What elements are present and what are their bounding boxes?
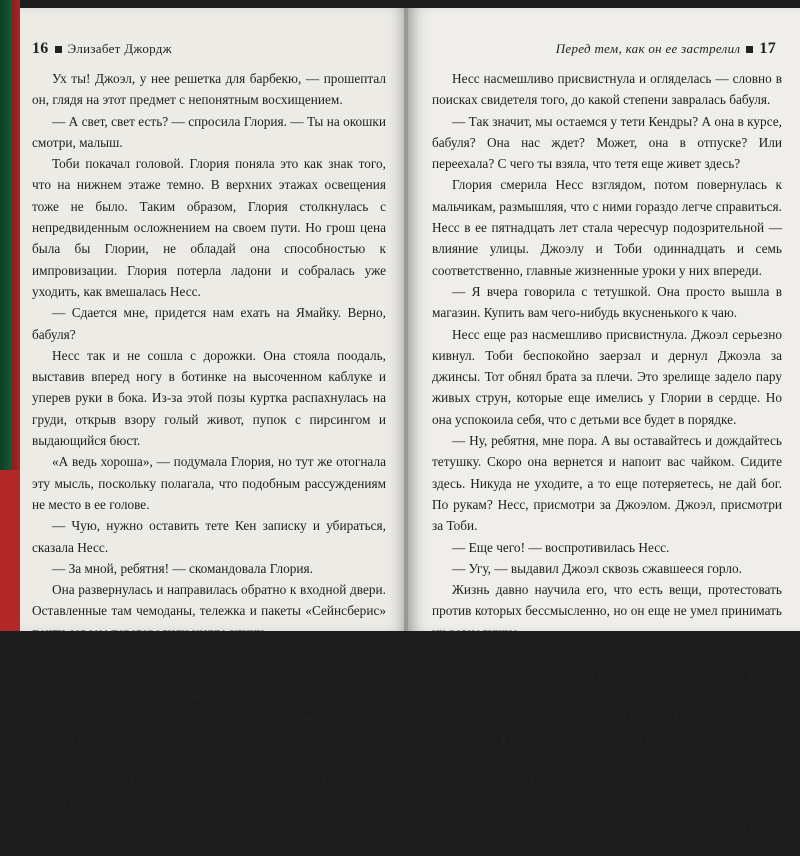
paragraph: Ух ты! Джоэл, у нее решетка для барбекю, — прошептал он, глядя на этот предмет с непонятным восхищением. (32, 71, 386, 108)
paragraph: — Ну, ребятня, мне пора. А вы оставайтесь и дождайтесь тетушку. Скоро она вернется и напоит вас чайком. Сидите здесь. Никуда не уходите, а то еще потеряетесь, не дай бог. По рукам? Несс, присмотри за Джоэлом. Джоэл, присмотри за Тоби. (432, 433, 782, 534)
left-running-head (32, 40, 172, 58)
paragraph: Тоби покачал головой. Глория поняла это как знак того, что на нижнем этаже темно. В верхних этажах освещения тоже не было. Таким образом, Глория столкнулась с непредвиденным осложнением на своем пути. Но грош цена была бы Глории, не обладай она способностью к импровизации. Глория потерла ладони и собралась уже уходить, как вмешалась Несс. (32, 156, 386, 299)
paragraph: Несс еще раз насмешливо присвистнула. Джоэл серьезно кивнул. Тоби беспокойно заерзал и дернул Джоэла за джинсы. Тот обнял брата за плечи. Это зрелище задело пару живых струн, которые еще имелись у Глории в сердце. Но она успокоила себя, что с детьми все будет в порядке. (432, 326, 782, 427)
paragraph: — Чую, нужно оставить тете Кен записку и убираться, сказала Несс. (32, 518, 386, 555)
paragraph: Несс так и не сошла с дорожки. Она стояла поодаль, выставив вперед ногу в ботинке на высоченном каблуке и уперев руки в бока. Из-за этой позы куртка распахнулась на груди, открыв взору голый живот, пупок с пирсингом и выдающийся бюст. (32, 347, 386, 449)
paragraph: — За мной, ребятня! — скомандовала Глория. (52, 560, 313, 576)
paragraph: — Хочу поговорить там для вас все, что буду. А для этого требуется время. Поэтому сначала я одна поеду на Й-май-ку, а потом пришлю за вами. Когда все обустрою. (32, 752, 386, 811)
book-title: Перед тем, как он ее застрелил (555, 41, 741, 56)
author-name: Элизабет Джордж (67, 41, 172, 56)
paragraph: — Еще чего! — воспротивилась Несс. (452, 539, 670, 555)
square-bullet-icon (55, 46, 62, 53)
paragraph: — Так значит, мы остаемся у тети Кендры? А она в курсе, бабуля? Она нас ждет? Может, она в отпуске? Или переехала? С чего ты взяла, что тетя еще живет здесь? (432, 113, 782, 172)
right-page-text (432, 68, 782, 856)
paragraph: Несс насмешливо присвистнула и огляделась — словно в поисках свидетеля того, до какой степени завралась бабуля. (432, 71, 782, 108)
right-running-head (556, 40, 776, 58)
left-page-text (32, 68, 386, 813)
paragraph: — Я вчера говорила с тетушкой. Она просто вышла в магазин. Купить вам чего-нибудь вкусненького к чаю. (432, 283, 782, 321)
paragraph: Жизнь давно научила его, что есть вещи, протестовать против которых бессмысленно, но он еще не умел принимать их равнодушно. (432, 582, 782, 640)
left-page (20, 8, 408, 811)
cover-red-band (0, 470, 20, 631)
right-page (408, 8, 800, 853)
book-cover-edge (0, 0, 20, 631)
paragraph: Глория смерила Несс взглядом, потом повернулась к мальчикам, размышляя, что с ними гораздо легче справиться. Несс в ее пятнадцать лет стала чересчур подозрительной — влияние улицы. Джоэлу и Тоби одиннадцать и семь соответственно, главные жизненные уроки у них впереди. (432, 177, 782, 278)
paragraph: — А свет, свет есть? — спросила Глория. — Ты на окошки смотри, малыш. (32, 113, 386, 150)
page-number: 16 (32, 40, 49, 57)
paragraph: «А ведь хороша», — подумала Глория, но тут же отогнала эту мысль, поскольку полагала, что подобным рассуждениям не место в ее голове. (32, 454, 386, 512)
paragraph: Глория велела детям сесть на крыльцо, хотя места там было явно недостаточно. Мальчики дружно протиснулись между сумками и пакетами на верхнюю ступеньку. Несс осталась стоять как стояла; по ее лицу было видно, что она требует от бабушки немедленных объяснений. (32, 646, 386, 747)
paragraph: — Ты хороший мальчик, солнышко, — отозвалась Глория. Она поцеловала Джоэла в макушку, затем робко потрепала по щеке Тоби. (432, 646, 782, 704)
square-bullet-icon (746, 46, 753, 53)
paragraph: Она развернулась и направилась обратно к входной двери. Оставленные там чемоданы, тележка и пакеты «Сейнсберис» почти совсем перегородили узкую улицу. (32, 582, 386, 640)
paragraph: — Сдается мне, придется нам ехать на Ямайку. Верно, бабуля? (32, 305, 386, 342)
paragraph: Подхватив свой чемодан и два пакета, Глория облегченно вздохнула. Ей действительно неприятно было оставлять ребят одних на крыльце, но она не сомневалась, что Кендра скоро появится. На самом деле Глория не созванивалась с дочерью накануне, не знала, что, если не считать отношений с мужчинами, Кендра жила строго по правилам, просто ходячая доброде- (432, 709, 782, 853)
paragraph: — Угу, — выдавил Джоэл сквозь сжавшееся горло. (452, 560, 742, 576)
page-number: 17 (759, 40, 776, 57)
